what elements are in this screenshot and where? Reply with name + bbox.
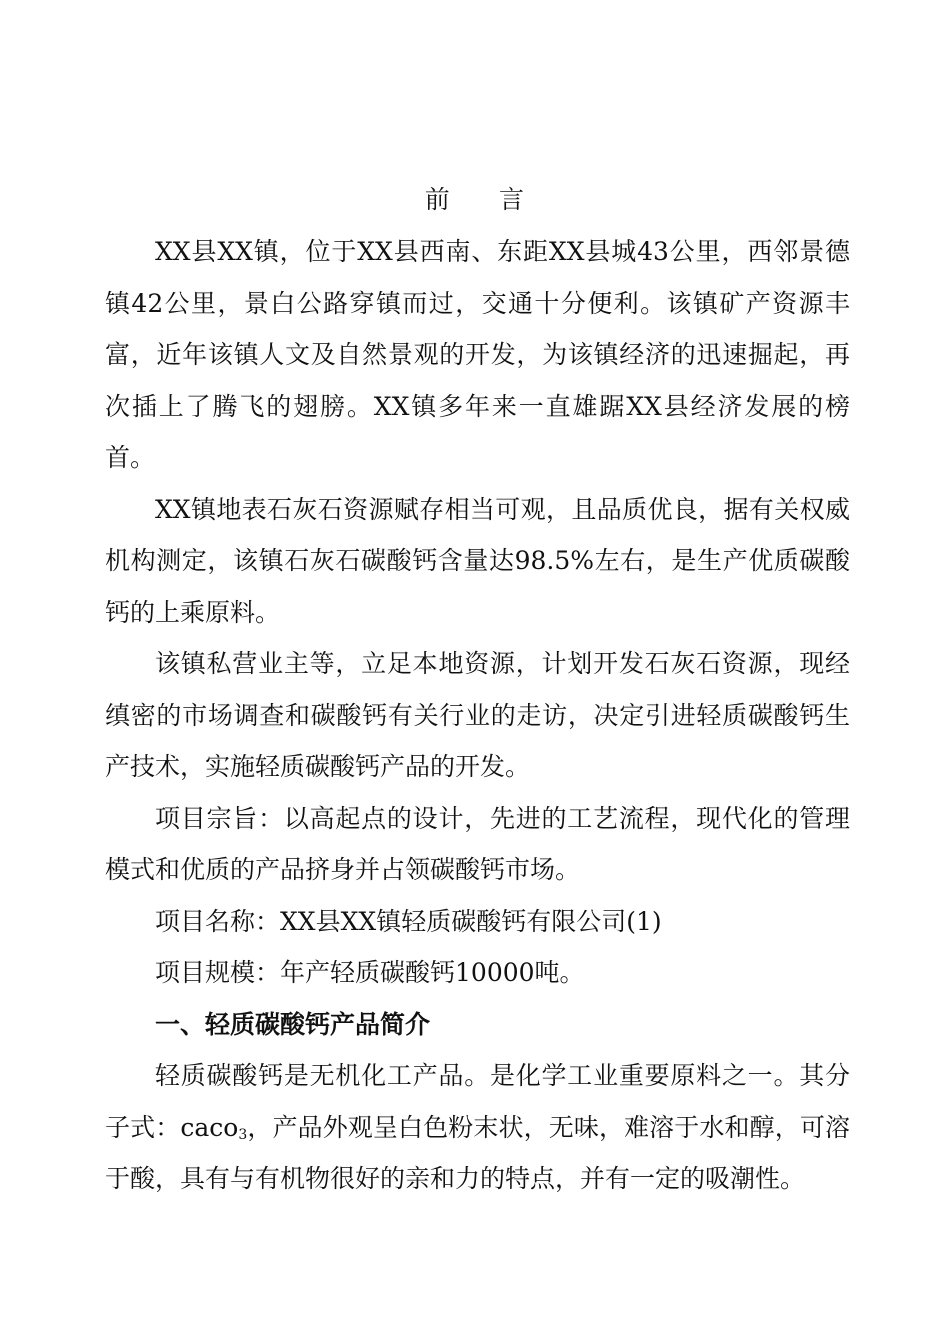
formula-subscript: 3 bbox=[238, 1126, 248, 1143]
document-body bbox=[105, 226, 850, 1205]
product-intro-text-after: ，产品外观呈白色粉末状，无味，难溶于水和醇，可溶于酸，具有与有机物很好的亲和力的特点，并有一定的吸潮性。 bbox=[105, 1112, 850, 1193]
paragraph-product-intro bbox=[105, 1050, 850, 1205]
paragraph-project-name: 项目名称：XX县XX镇轻质碳酸钙有限公司(1) bbox=[155, 906, 662, 936]
title-char-1: 前 bbox=[424, 185, 451, 214]
product-intro-text-before: 轻质碳酸钙是无机化工产品。是化学工业重要原料之一。其分子式：caco bbox=[105, 1061, 850, 1142]
paragraph-resources: XX镇地表石灰石资源赋存相当可观，且品质优良，据有关权威机构测定，该镇石灰石碳酸钙含量达98.5%左右，是生产优质碳酸钙的上乘原料。 bbox=[105, 494, 850, 627]
paragraph-plan: 该镇私营业主等，立足本地资源，计划开发石灰石资源，现经缜密的市场调查和碳酸钙有关行业的走访，决定引进轻质碳酸钙生产技术，实施轻质碳酸钙产品的开发。 bbox=[105, 649, 850, 781]
paragraph-project-scale: 项目规模：年产轻质碳酸钙10000吨。 bbox=[155, 958, 585, 987]
paragraph-location: XX县XX镇，位于XX县西南、东距XX县城43公里，西邻景德镇42公里，景白公路穿镇而过，交通十分便利。该镇矿产资源丰富，近年该镇人文及自然景观的开发，为该镇经济的迅速掘起，再次插上了腾飞的翅膀。XX镇多年来一直雄踞XX县经济发展的榜首。 bbox=[105, 237, 850, 472]
title-char-2: 言 bbox=[499, 185, 526, 214]
page-title bbox=[0, 180, 950, 220]
section-heading: 一、轻质碳酸钙产品简介 bbox=[155, 1009, 431, 1039]
paragraph-purpose: 项目宗旨：以高起点的设计，先进的工艺流程，现代化的管理模式和优质的产品挤身并占领碳酸钙市场。 bbox=[105, 803, 850, 884]
